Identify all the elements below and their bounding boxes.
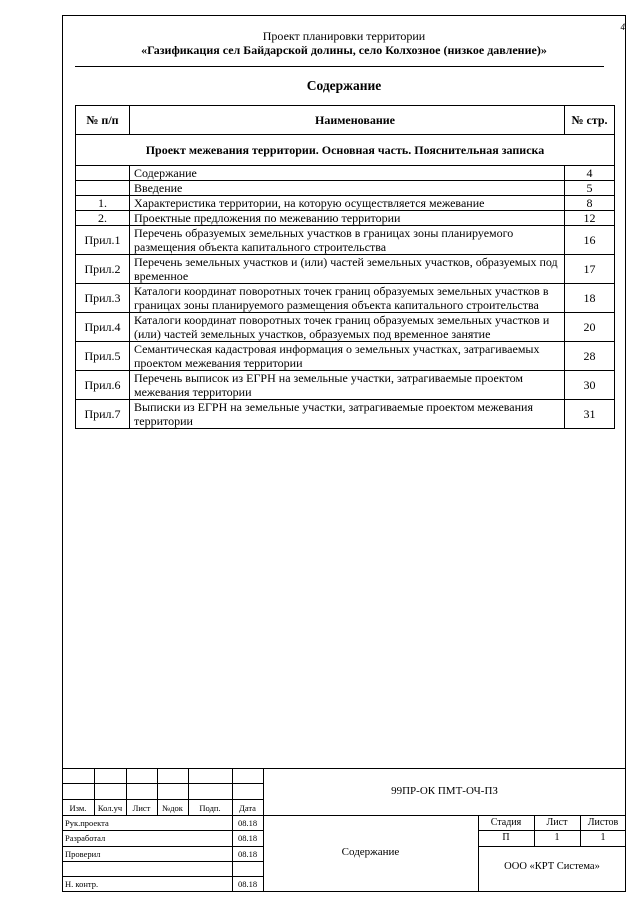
tb-sheets-value: 1 — [600, 832, 606, 843]
toc-row — [76, 181, 615, 196]
toc-row — [76, 371, 615, 400]
toc-header-row — [76, 106, 615, 135]
page-number: 4 — [620, 22, 625, 32]
tb-date-developer: 08.18 — [237, 833, 258, 843]
tb-role-developer: Разработал — [65, 833, 106, 843]
toc-row-title: Каталоги координат поворотных точек границ образуемых земельных участков в границах зоны планируемого размещения объекта капитального строительства — [130, 284, 565, 313]
toc-row — [76, 211, 615, 226]
tb-col-ndok: №док — [162, 803, 183, 813]
header-rule — [75, 66, 604, 67]
tb-col-kolych: Кол.уч — [97, 803, 123, 813]
tb-col-podp: Подп. — [199, 803, 221, 813]
toc-row-title: Характеристика территории, на которую осуществляется межевание — [130, 196, 565, 211]
toc-row-page: 16 — [565, 226, 615, 255]
toc-row-page: 4 — [565, 166, 615, 181]
toc-row-number: Прил.3 — [76, 284, 130, 313]
tb-col-izm: Изм. — [69, 803, 87, 813]
tb-company: ООО «КРТ Система» — [504, 861, 600, 872]
toc-row-title: Содержание — [130, 166, 565, 181]
toc-row-number — [76, 181, 130, 196]
tb-date-checker: 08.18 — [237, 849, 258, 859]
toc-row-number: Прил.2 — [76, 255, 130, 284]
toc-row-number: 1. — [76, 196, 130, 211]
tb-stage-label: Стадия — [490, 817, 522, 828]
toc-heading: Содержание — [306, 78, 382, 93]
project-title: Проект планировки территории — [262, 29, 426, 43]
toc-row-page: 5 — [565, 181, 615, 196]
toc-row-title: Каталоги координат поворотных точек границ образуемых земельных участков и (или) частей земельных участков, образуемых под временное занятие — [130, 313, 565, 342]
col-header-page: № стр. — [565, 106, 615, 135]
title-block — [62, 768, 626, 892]
toc-row — [76, 226, 615, 255]
col-header-name: Наименование — [130, 106, 565, 135]
tb-role-normcontrol: Н. контр. — [65, 879, 99, 889]
tb-stage-value: П — [502, 832, 510, 843]
toc-row-page: 28 — [565, 342, 615, 371]
toc-row-title: Выписки из ЕГРН на земельные участки, затрагиваемые проектом межевания территории — [130, 400, 565, 429]
toc-table — [75, 105, 615, 429]
toc-row — [76, 255, 615, 284]
tb-sheet-label: Лист — [546, 817, 568, 828]
toc-row-title: Перечень земельных участков и (или) частей земельных участков, образуемых под временное — [130, 255, 565, 284]
tb-sheet-value: 1 — [554, 832, 560, 843]
toc-row-page: 18 — [565, 284, 615, 313]
project-subtitle: «Газификация сел Байдарской долины, село Колхозное (низкое давление)» — [141, 43, 547, 57]
toc-row-page: 20 — [565, 313, 615, 342]
toc-row-page: 8 — [565, 196, 615, 211]
toc-row-title: Перечень выписок из ЕГРН на земельные участки, затрагиваемые проектом межевания территории — [130, 371, 565, 400]
toc-row-page: 17 — [565, 255, 615, 284]
toc-row-number: Прил.7 — [76, 400, 130, 429]
col-header-num: № п/п — [76, 106, 130, 135]
toc-row — [76, 342, 615, 371]
tb-role-lead: Рук.проекта — [65, 818, 109, 828]
toc-row-number: Прил.5 — [76, 342, 130, 371]
tb-col-list: Лист — [132, 803, 151, 813]
section-row — [76, 135, 615, 166]
toc-row-number: Прил.4 — [76, 313, 130, 342]
tb-date-normcontrol: 08.18 — [237, 879, 258, 889]
toc-row-title: Семантическая кадастровая информация о земельных участках, затрагиваемых проектом межевания территории — [130, 342, 565, 371]
toc-row — [76, 313, 615, 342]
tb-date-lead: 08.18 — [237, 818, 258, 828]
tb-sheets-label: Листов — [587, 817, 619, 828]
tb-col-date: Дата — [239, 803, 256, 813]
toc-row — [76, 196, 615, 211]
toc-row-number — [76, 166, 130, 181]
toc-row-title: Введение — [130, 181, 565, 196]
toc-row-title: Проектные предложения по межеванию территории — [130, 211, 565, 226]
toc-row-page: 12 — [565, 211, 615, 226]
toc-row-page: 30 — [565, 371, 615, 400]
tb-doc-code: 99ПР-ОК ПМТ-ОЧ-ПЗ — [391, 785, 498, 797]
tb-role-checker: Проверил — [65, 849, 101, 859]
toc-row-number: 2. — [76, 211, 130, 226]
toc-row-number: Прил.1 — [76, 226, 130, 255]
toc-row — [76, 284, 615, 313]
tb-sheet-name: Содержание — [341, 846, 400, 858]
section-title: Проект межевания территории. Основная часть. Пояснительная записка — [76, 135, 615, 166]
toc-row-page: 31 — [565, 400, 615, 429]
toc-row — [76, 166, 615, 181]
toc-row — [76, 400, 615, 429]
toc-row-number: Прил.6 — [76, 371, 130, 400]
toc-row-title: Перечень образуемых земельных участков в границах зоны планируемого размещения объекта капитального строительства — [130, 226, 565, 255]
